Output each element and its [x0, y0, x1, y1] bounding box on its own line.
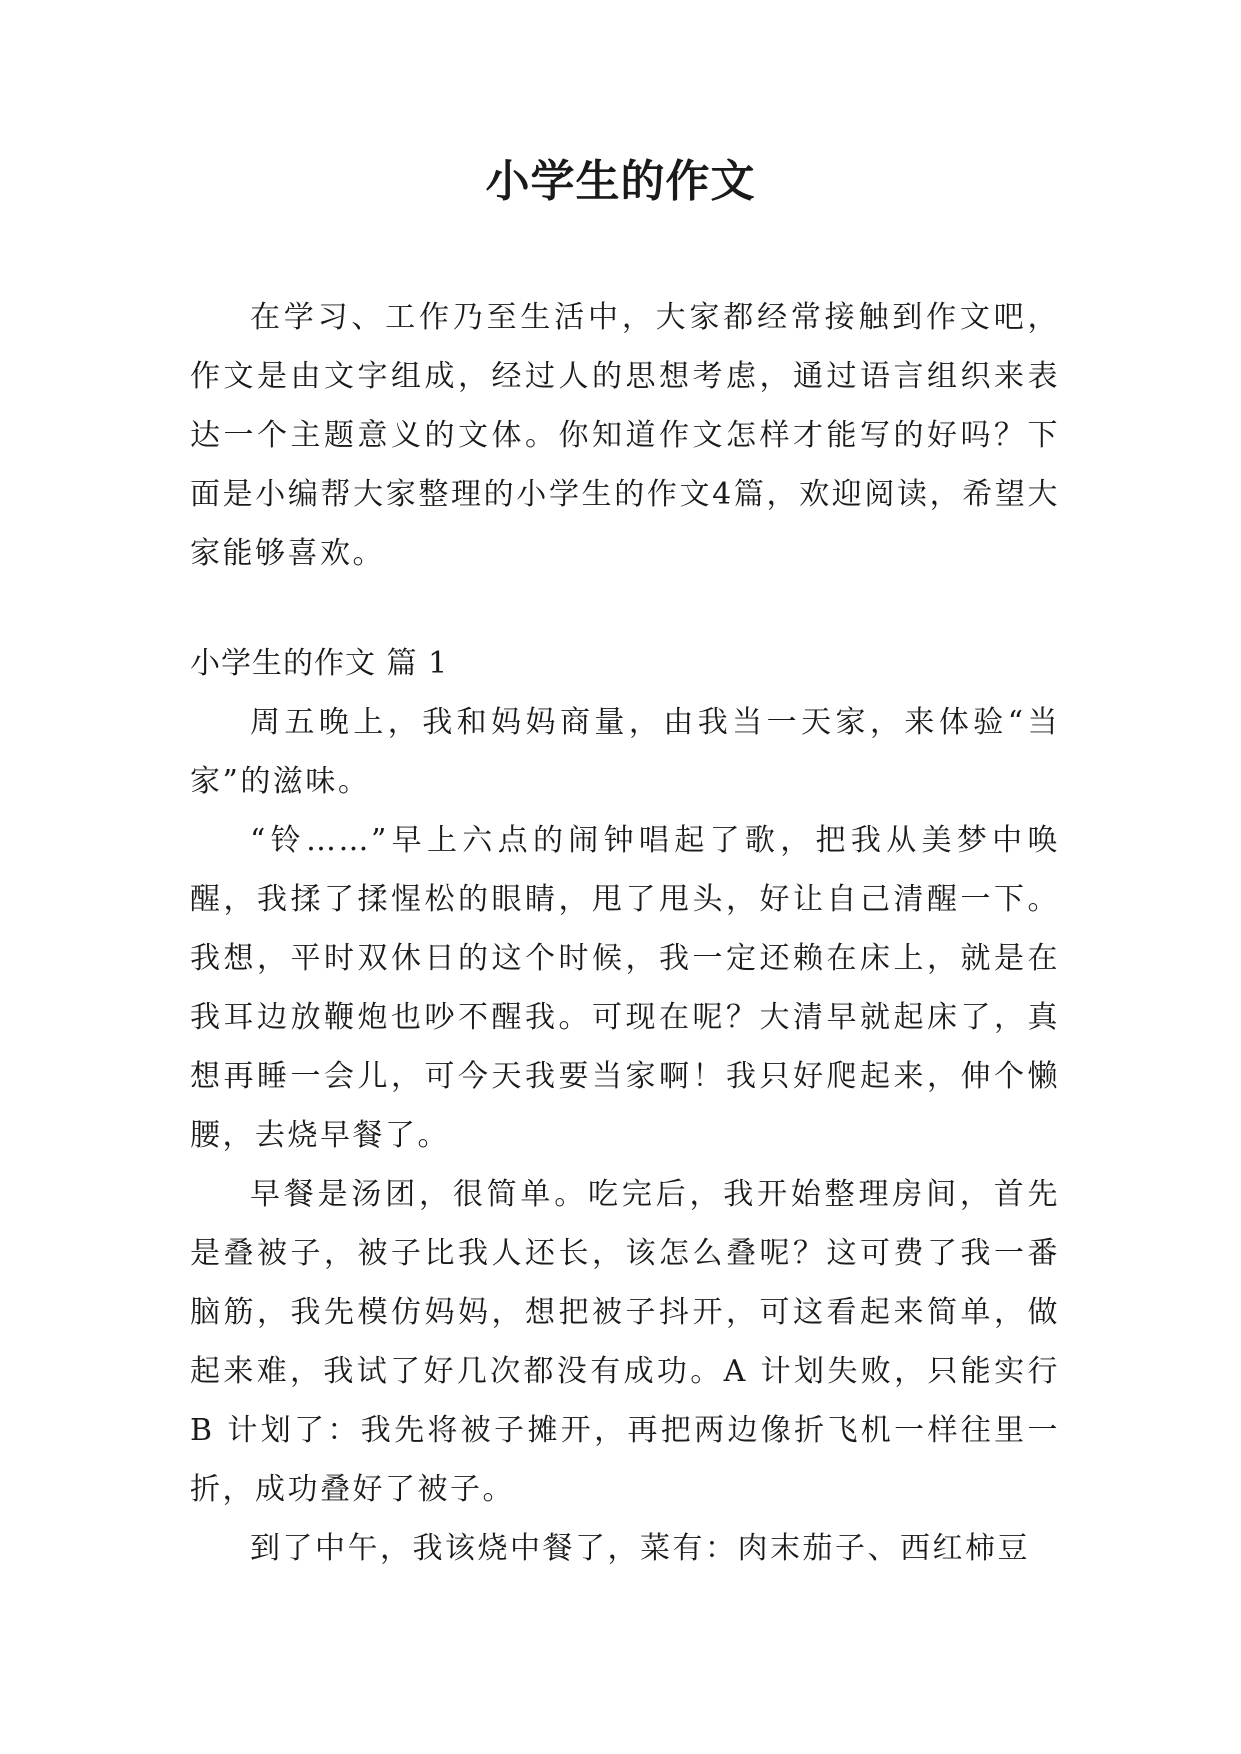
- intro-paragraph: 在学习、工作乃至生活中，大家都经常接触到作文吧，作文是由文字组成，经过人的思想考虑，通过语言组织来表达一个主题意义的文体。你知道作文怎样才能写的好吗？下面是小编帮大家整理的小学生的作文4篇，欢迎阅读，希望大家能够喜欢。: [190, 300, 1060, 571]
- document-body: [190, 288, 1060, 1578]
- body-paragraph-1: 周五晚上，我和妈妈商量，由我当一天家，来体验“当家”的滋味。: [190, 705, 1060, 799]
- document-title: 小学生的作文: [485, 156, 756, 207]
- body-paragraph-2: “铃……”早上六点的闹钟唱起了歌，把我从美梦中唤醒，我揉了揉惺松的眼睛，甩了甩头，好让自己清醒一下。我想，平时双休日的这个时候，我一定还赖在床上，就是在我耳边放鞭炮也吵不醒我。可现在呢？大清早就起床了，真想再睡一会儿，可今天我要当家啊！我只好爬起来，伸个懒腰，去烧早餐了。: [190, 823, 1060, 1153]
- body-paragraph-4: 到了中午，我该烧中餐了，菜有：肉末茄子、西红柿豆: [250, 1531, 1030, 1566]
- body-paragraph-3: 早餐是汤团，很简单。吃完后，我开始整理房间，首先是叠被子，被子比我人还长，该怎么叠呢？这可费了我一番脑筋，我先模仿妈妈，想把被子抖开，可这看起来简单，做起来难，我试了好几次都没有成功。A 计划失败，只能实行 B 计划了：我先将被子摊开，再把两边像折飞机一样往里一折，成功叠好了被子。: [190, 1177, 1060, 1507]
- section-heading: 小学生的作文 篇 1: [190, 646, 449, 681]
